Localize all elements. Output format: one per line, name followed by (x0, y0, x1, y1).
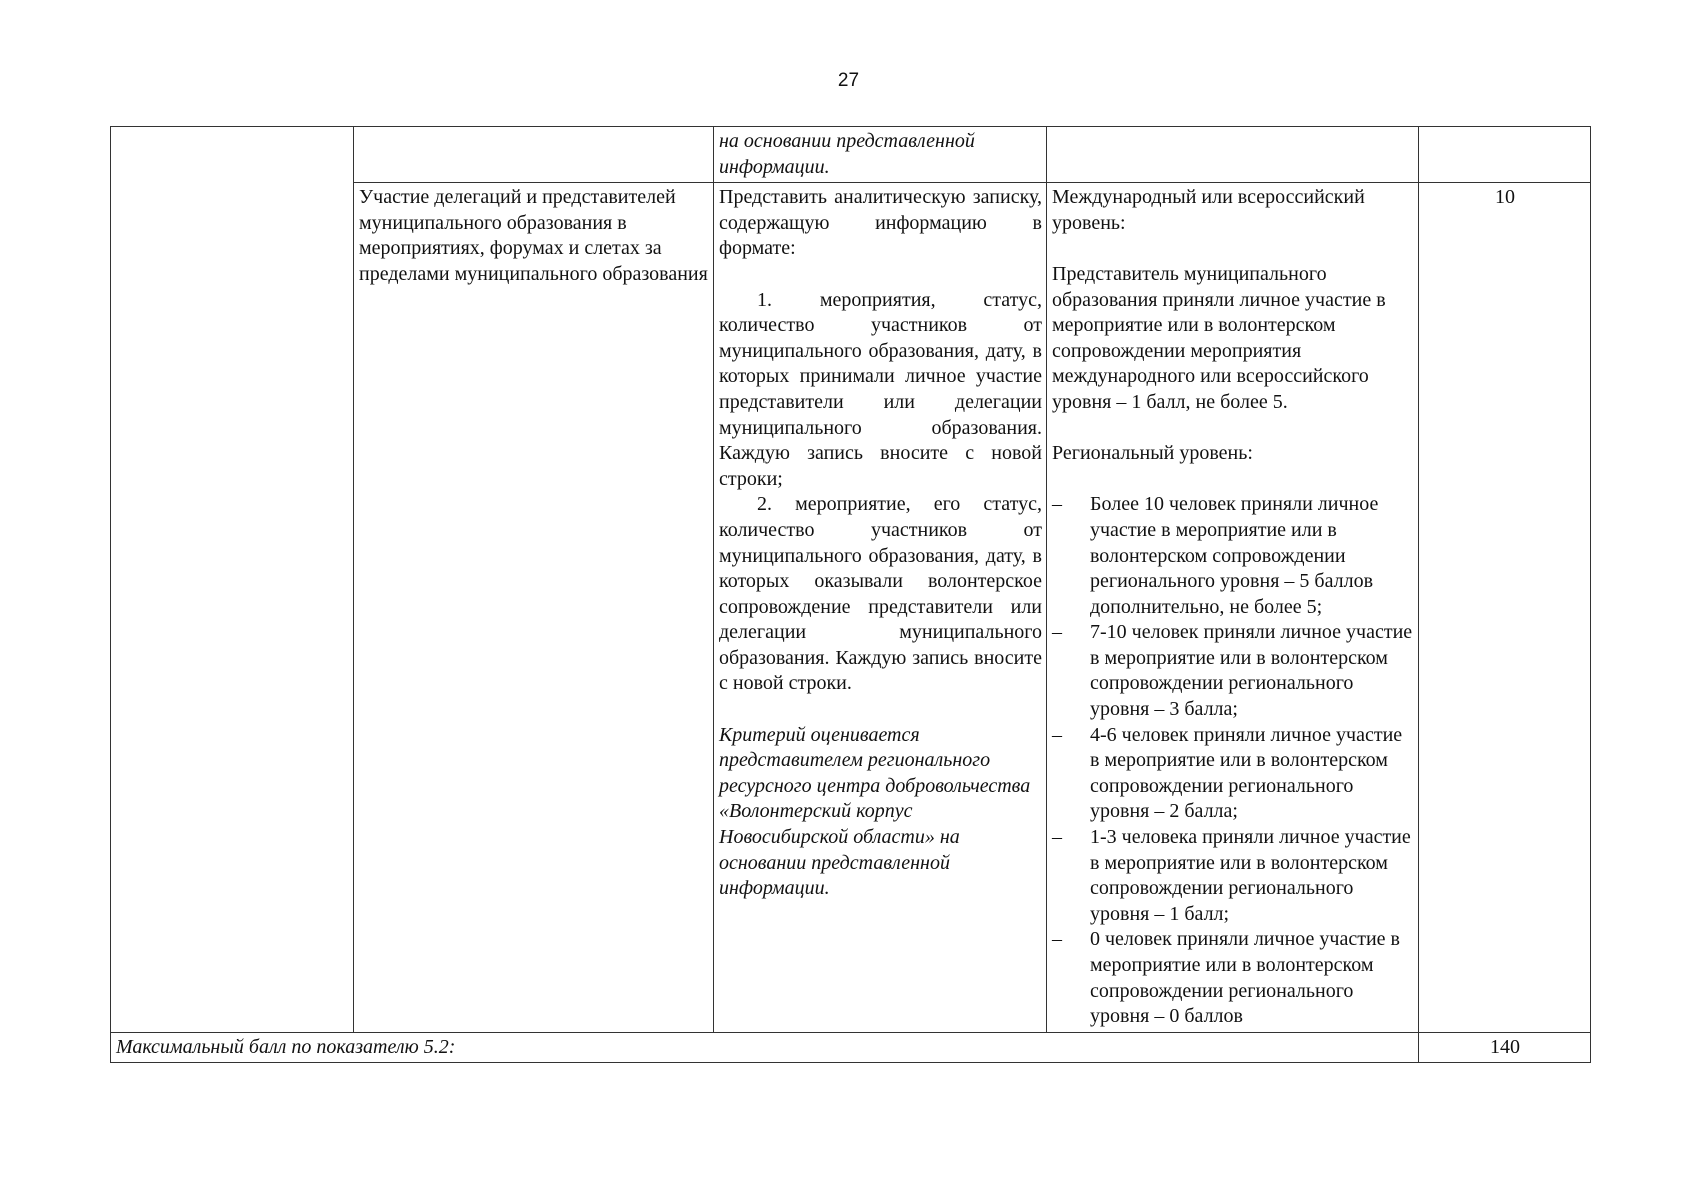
regional-criteria-list (1052, 492, 1414, 1029)
list-item: – Более 10 человек приняли личное участие в мероприятие или в волонтерском сопровождении регионального уровня – 5 баллов дополнительно, не более 5; (1052, 493, 1379, 618)
requirement-continuation: на основании представленной информации. (714, 127, 1047, 183)
table-row-continuation (111, 127, 1591, 183)
evaluation-note: Критерий оценивается представителем регионального ресурсного центра добровольчества «Волонтерский корпус Новосибирской области» на основании представленной информации. (719, 723, 1031, 900)
page-number: 27 (837, 70, 860, 91)
indicator-cell: Участие делегаций и представителей муниципального образования в мероприятиях, форумах и слетах за пределами муниципального образования (354, 183, 714, 1033)
dash-marker: – (1052, 826, 1062, 849)
criteria-table (110, 126, 1591, 1063)
requirement-item-2: 2. мероприятие, его статус, количество участников от муниципального образования, дату, в которых оказывали волонтерское сопровождение представители или делегации муниципального образования. Каждую запись вносите с новой строки. (719, 493, 1042, 695)
list-item: – 7-10 человек приняли личное участие в мероприятие или в волонтерском сопровождении регионального уровня – 3 балла; (1052, 621, 1413, 721)
score-cell: 10 (1419, 183, 1591, 1033)
dash-marker: – (1052, 928, 1062, 951)
dash-marker: – (1052, 621, 1062, 644)
requirement-cell (714, 183, 1047, 1033)
max-score-value: 140 (1419, 1032, 1591, 1063)
intl-level-heading: Международный или всероссийский уровень: (1052, 186, 1365, 234)
dash-marker: – (1052, 723, 1062, 746)
table-row-total (111, 1032, 1591, 1063)
list-item: – 4-6 человек приняли личное участие в мероприятие или в волонтерском сопровождении регионального уровня – 2 балла; (1052, 723, 1403, 823)
criteria-cell (1047, 183, 1419, 1033)
requirement-intro: Представить аналитическую записку, содержащую информацию в формате: (719, 186, 1042, 260)
score-cell-empty (1419, 127, 1591, 183)
intl-level-text: Представитель муниципального образования приняли личное участие в мероприятие или в волонтерском сопровождении мероприятия международного или всероссийского уровня – 1 балл, не более 5. (1052, 262, 1386, 413)
regional-level-heading: Региональный уровень: (1052, 442, 1253, 465)
max-score-label: Максимальный балл по показателю 5.2: (111, 1032, 1419, 1063)
list-item: – 0 человек приняли личное участие в мероприятие или в волонтерском сопровождении регионального уровня – 0 баллов (1052, 928, 1400, 1028)
criteria-cell-empty (1047, 127, 1419, 183)
dash-marker: – (1052, 493, 1062, 516)
requirement-item-1: 1. мероприятия, статус, количество участников от муниципального образования, дату, в которых принимали личное участие представители или делегации муниципального образования. Каждую запись вносите с новой строки; (719, 288, 1042, 490)
list-item: – 1-3 человека приняли личное участие в мероприятие или в волонтерском сопровождении регионального уровня – 1 балл; (1052, 826, 1411, 925)
indicator-cell-empty (354, 127, 714, 183)
section-cell-empty (111, 127, 354, 1033)
